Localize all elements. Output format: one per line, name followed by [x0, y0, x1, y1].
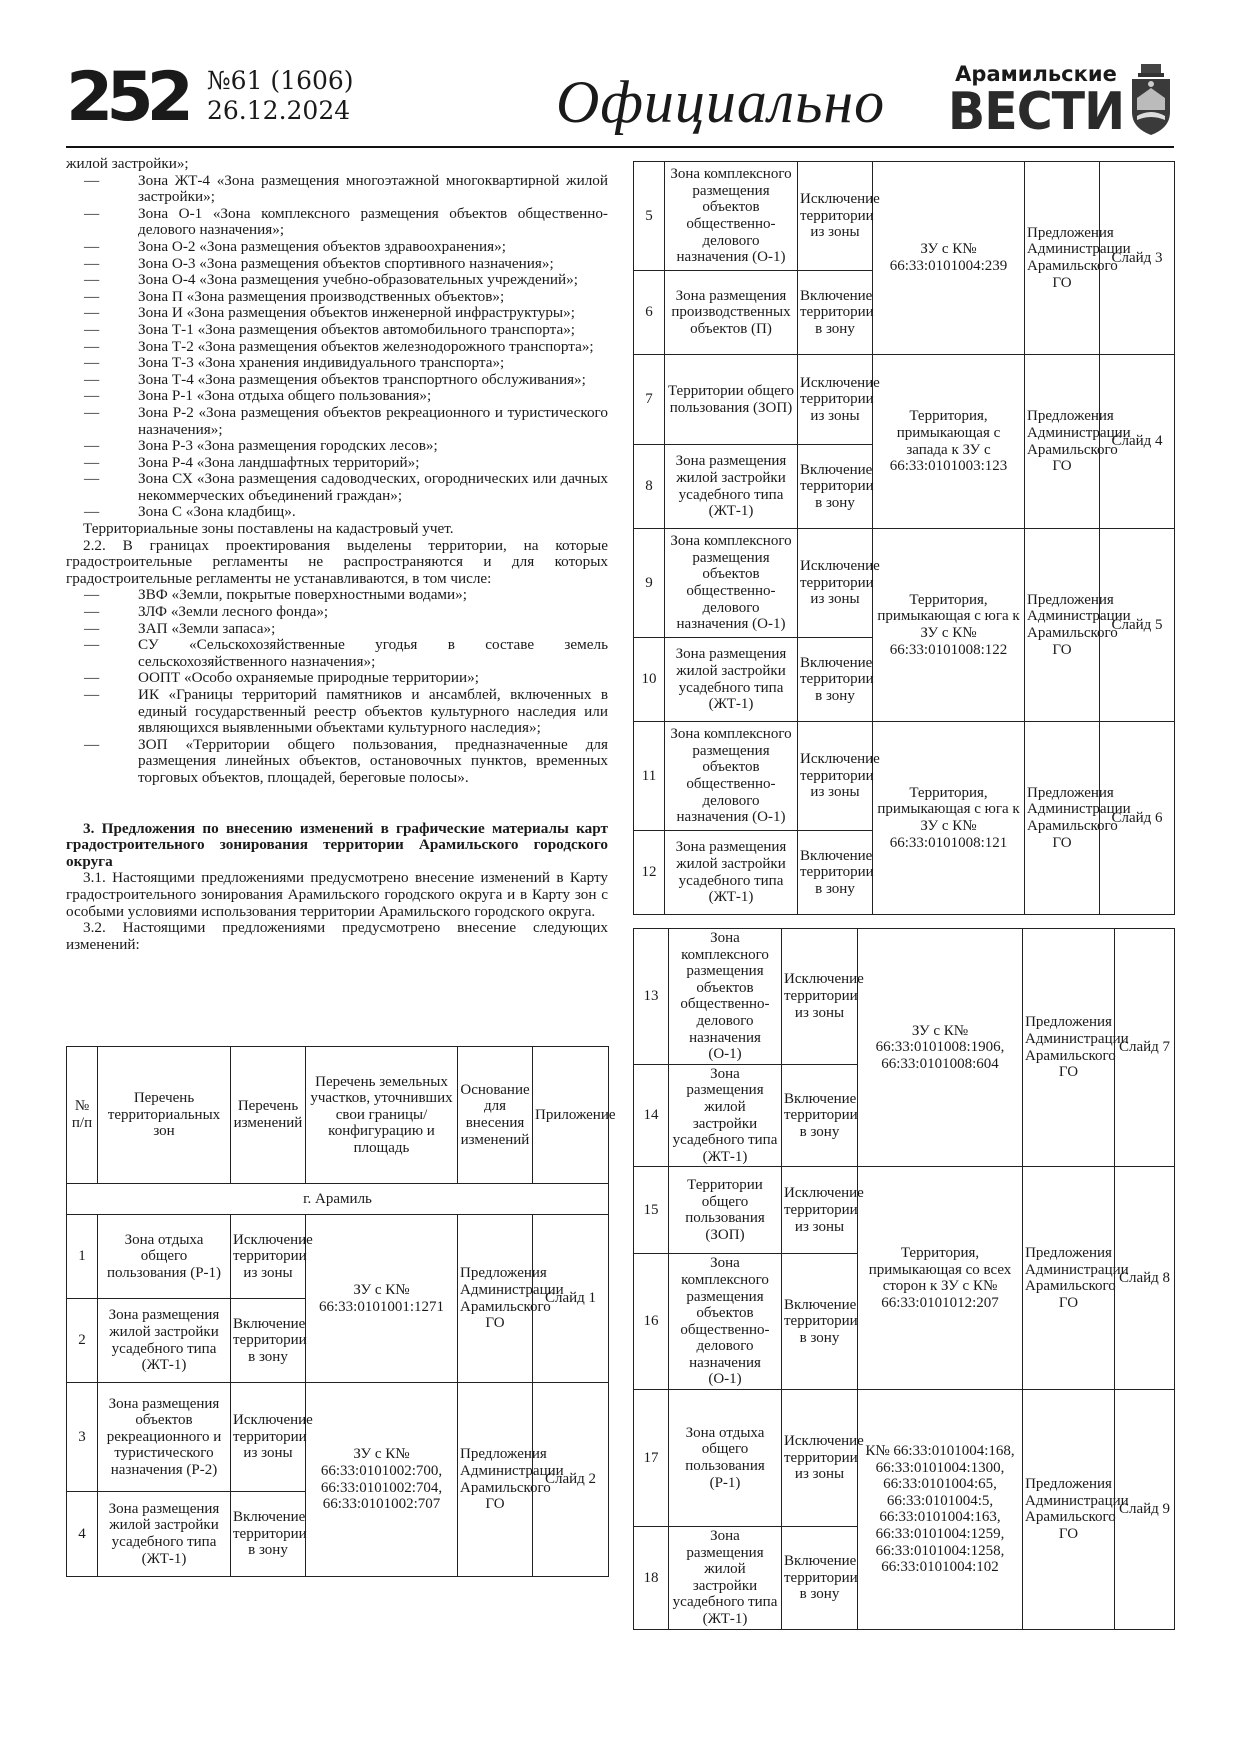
row-zone: Зона размещения производственных объектов (П)	[665, 271, 798, 355]
logo-top-text: Арамильские	[955, 62, 1117, 86]
header-rule	[66, 146, 1174, 148]
row-change: Включение территории в зону	[798, 831, 873, 915]
row-zone: Зона размещения жилой застройки усадебного типа (ЖТ-1)	[98, 1492, 231, 1577]
paragraph: 2.2. В границах проектирования выделены территории, на которые градостроительные регламенты не распространяются и для которых градостроительные регламенты не устанавливаются, в том числе:	[66, 536, 608, 587]
row-plots: ЗУ с К№ 66:33:0101008:1906, 66:33:0101008:604	[858, 929, 1023, 1167]
row-zone: Зона размещения жилой застройки усадебного типа (ЖТ-1)	[665, 638, 798, 722]
header-plots: Перечень земельных участков, уточнивших свои границы/конфигурацию и площадь	[306, 1047, 458, 1184]
row-change: Включение территории в зону	[782, 1064, 858, 1167]
table-row	[634, 929, 1175, 1065]
row-change: Включение территории в зону	[782, 1527, 858, 1630]
coat-of-arms-icon	[1129, 64, 1173, 136]
header-basis: Основание для внесения изменений	[458, 1047, 533, 1184]
section-heading: 3. Предложения по внесению изменений в графические материалы карт градостроительного зонирования территории Арамильского городского округа	[66, 819, 608, 870]
zone-list-item: — Зона О-4 «Зона размещения учебно-образовательных учреждений»;	[66, 272, 608, 289]
row-basis: Предложения Администрации Арамильского ГО	[1023, 929, 1115, 1167]
row-plots: ЗУ с К№ 66:33:0101004:239	[873, 162, 1025, 355]
table-row	[634, 529, 1175, 638]
row-basis: Предложения Администрации Арамильского ГО	[1025, 162, 1100, 355]
row-num: 10	[634, 638, 665, 722]
logo-main-text: ВЕСТИ	[947, 81, 1125, 142]
table-city-row	[67, 1184, 609, 1215]
page-number: 252	[66, 58, 187, 137]
text-line: жилой застройки»;	[66, 155, 189, 172]
row-zone: Зона комплексного размещения объектов общественно-делового назначения (О-1)	[665, 529, 798, 638]
row-num: 13	[634, 929, 669, 1065]
row-appendix: Слайд 2	[533, 1383, 609, 1577]
zone-list-item: — Зона Р-3 «Зона размещения городских лесов»;	[66, 438, 608, 455]
row-zone: Территории общего пользования (ЗОП)	[665, 355, 798, 445]
row-num: 12	[634, 831, 665, 915]
row-plots: Территория, примыкающая с запада к ЗУ с 66:33:0101003:123	[873, 355, 1025, 529]
row-change: Исключение территории из зоны	[798, 355, 873, 445]
row-zone: Зона размещения жилой застройки усадебного типа (ЖТ-1)	[98, 1299, 231, 1383]
header-appendix: Приложение	[533, 1047, 609, 1184]
row-num: 9	[634, 529, 665, 638]
row-num: 18	[634, 1527, 669, 1630]
table-row	[634, 1390, 1175, 1527]
row-change: Исключение территории из зоны	[231, 1215, 306, 1299]
row-appendix: Слайд 5	[1100, 529, 1175, 722]
zone-list-item: — Зона С «Зона кладбищ».	[66, 504, 608, 521]
row-num: 14	[634, 1064, 669, 1167]
row-plots: ЗУ с К№ 66:33:0101002:700, 66:33:0101002:704, 66:33:0101002:707	[306, 1383, 458, 1577]
row-appendix: Слайд 6	[1100, 722, 1175, 915]
land-list-item: — ЗАП «Земли запаса»;	[66, 621, 608, 638]
zone-list-item: — Зона И «Зона размещения объектов инженерной инфраструктуры»;	[66, 305, 608, 322]
row-plots: ЗУ с К№ 66:33:0101001:1271	[306, 1215, 458, 1383]
land-list-item: — ЗОП «Территории общего пользования, предназначенные для размещения линейных объектов, остановочных пунктов, временных торговых объектов, площадей, береговые полосы».	[66, 737, 608, 787]
zone-list-item: — Зона О-3 «Зона размещения объектов спортивного назначения»;	[66, 256, 608, 273]
row-num: 17	[634, 1390, 669, 1527]
zone-list-item: — Зона П «Зона размещения производственных объектов»;	[66, 289, 608, 306]
row-change: Исключение территории из зоны	[798, 722, 873, 831]
row-change: Исключение территории из зоны	[798, 162, 873, 271]
zone-list-item: — Зона ЖТ-4 «Зона размещения многоэтажной многоквартирной жилой застройки»;	[66, 173, 608, 206]
zone-list-item: — Зона Р-1 «Зона отдыха общего пользования»;	[66, 388, 608, 405]
row-zone: Зона размещения жилой застройки усадебного типа (ЖТ-1)	[669, 1527, 782, 1630]
row-change: Включение территории в зону	[231, 1492, 306, 1577]
row-num: 1	[67, 1215, 98, 1299]
row-zone: Территории общего пользования (ЗОП)	[669, 1167, 782, 1254]
row-appendix: Слайд 3	[1100, 162, 1175, 355]
row-plots: Территория, примыкающая с юга к ЗУ с К№ 66:33:0101008:121	[873, 722, 1025, 915]
row-num: 7	[634, 355, 665, 445]
row-change: Включение территории в зону	[798, 445, 873, 529]
paragraph: 3.2. Настоящими предложениями предусмотрено внесение следующих изменений:	[66, 919, 608, 953]
row-zone: Зона комплексного размещения объектов общественно-делового назначения (О-1)	[669, 1254, 782, 1390]
page-header	[66, 58, 1174, 152]
row-basis: Предложения Администрации Арамильского ГО	[1023, 1167, 1115, 1390]
zone-list-item: — Зона О-2 «Зона размещения объектов здравоохранения»;	[66, 239, 608, 256]
row-zone: Зона размещения жилой застройки усадебного типа (ЖТ-1)	[665, 831, 798, 915]
row-zone: Зона отдыха общего пользования (Р-1)	[98, 1215, 231, 1299]
row-change: Исключение территории из зоны	[782, 1390, 858, 1527]
zone-list-item: — Зона О-1 «Зона комплексного размещения объектов общественно-делового назначения»;	[66, 206, 608, 239]
row-plots: К№ 66:33:0101004:168, 66:33:0101004:1300, 66:33:0101004:65, 66:33:0101004:5, 66:33:0101004:163, 66:33:0101004:1259, 66:33:0101004:1258, 66:33:0101004:102	[858, 1390, 1023, 1630]
table-row	[634, 1167, 1175, 1254]
row-change: Исключение территории из зоны	[231, 1383, 306, 1492]
land-list-item: — ЗЛФ «Земли лесного фонда»;	[66, 604, 608, 621]
section-title: Официально	[556, 69, 886, 135]
header-num: № п/п	[67, 1047, 98, 1184]
zone-list-item: — Зона Т-3 «Зона хранения индивидуального транспорта»;	[66, 355, 608, 372]
row-basis: Предложения Администрации Арамильского ГО	[1025, 355, 1100, 529]
row-appendix: Слайд 8	[1115, 1167, 1175, 1390]
row-num: 8	[634, 445, 665, 529]
land-list-item: — СУ «Сельскохозяйственные угодья в составе земель сельскохозяйственного назначения»;	[66, 637, 608, 670]
row-change: Включение территории в зону	[231, 1299, 306, 1383]
row-num: 16	[634, 1254, 669, 1390]
table-row	[634, 355, 1175, 445]
row-basis: Предложения Администрации Арамильского ГО	[1025, 722, 1100, 915]
row-change: Включение территории в зону	[798, 638, 873, 722]
left-column-text	[66, 156, 608, 953]
changes-table-part-2	[633, 161, 1175, 915]
row-num: 3	[67, 1383, 98, 1492]
row-zone: Зона размещения объектов рекреационного и туристического назначения (Р-2)	[98, 1383, 231, 1492]
row-appendix: Слайд 9	[1115, 1390, 1175, 1630]
table-header-row	[67, 1047, 609, 1184]
land-list-item: — ЗВФ «Земли, покрытые поверхностными водами»;	[66, 587, 608, 604]
row-basis: Предложения Администрации Арамильского ГО	[458, 1383, 533, 1577]
header-zones: Перечень территориальных зон	[98, 1047, 231, 1184]
row-plots: Территория, примыкающая со всех сторон к ЗУ с К№ 66:33:0101012:207	[858, 1167, 1023, 1390]
table-row	[634, 722, 1175, 831]
row-num: 11	[634, 722, 665, 831]
zone-list-item: — Зона Р-2 «Зона размещения объектов рекреационного и туристического назначения»;	[66, 405, 608, 438]
row-zone: Зона размещения жилой застройки усадебного типа (ЖТ-1)	[665, 445, 798, 529]
row-basis: Предложения Администрации Арамильского ГО	[458, 1215, 533, 1383]
paragraph: 3.1. Настоящими предложениями предусмотрено внесение изменений в Карту градостроительного зонирования Арамильского городского округа и в Карту зон с особыми условиями использования территории Арамильского городского округа.	[66, 869, 608, 920]
land-list-item: — ООПТ «Особо охраняемые природные территории»;	[66, 670, 608, 687]
row-plots: Территория, примыкающая с юга к ЗУ с К№ 66:33:0101008:122	[873, 529, 1025, 722]
table-row	[67, 1383, 609, 1492]
zone-list-item: — Зона СХ «Зона размещения садоводческих, огороднических или дачных некоммерческих объединений граждан»;	[66, 471, 608, 504]
row-change: Исключение территории из зоны	[782, 1167, 858, 1254]
paragraph: Территориальные зоны поставлены на кадастровый учет.	[83, 520, 454, 538]
land-list-item: — ИК «Границы территорий памятников и ансамблей, включенных в единый государственный реестр объектов культурного наследия или являющихся выявленными объектами культурного наследия»;	[66, 687, 608, 737]
issue-number: №61 (1606)	[207, 66, 354, 95]
row-appendix: Слайд 4	[1100, 355, 1175, 529]
zone-list-item: — Зона Т-4 «Зона размещения объектов транспортного обслуживания»;	[66, 372, 608, 389]
city-name: г. Арамиль	[67, 1184, 609, 1215]
row-zone: Зона комплексного размещения объектов общественно-делового назначения (О-1)	[665, 162, 798, 271]
row-num: 4	[67, 1492, 98, 1577]
row-num: 5	[634, 162, 665, 271]
row-zone: Зона отдыха общего пользования (Р-1)	[669, 1390, 782, 1527]
row-change: Исключение территории из зоны	[798, 529, 873, 638]
row-change: Включение территории в зону	[798, 271, 873, 355]
row-appendix: Слайд 1	[533, 1215, 609, 1383]
row-basis: Предложения Администрации Арамильского ГО	[1023, 1390, 1115, 1630]
zone-list-item: — Зона Р-4 «Зона ландшафтных территорий»;	[66, 455, 608, 472]
changes-table-part-1	[66, 1046, 616, 1577]
row-num: 2	[67, 1299, 98, 1383]
table-row	[634, 162, 1175, 271]
row-change: Включение территории в зону	[782, 1254, 858, 1390]
row-change: Исключение территории из зоны	[782, 929, 858, 1065]
header-changes: Перечень изменений	[231, 1047, 306, 1184]
row-num: 6	[634, 271, 665, 355]
zone-list-item: — Зона Т-2 «Зона размещения объектов железнодорожного транспорта»;	[66, 339, 608, 356]
row-basis: Предложения Администрации Арамильского ГО	[1025, 529, 1100, 722]
zone-list-item: — Зона Т-1 «Зона размещения объектов автомобильного транспорта»;	[66, 322, 608, 339]
table-row	[67, 1215, 609, 1299]
issue-date: 26.12.2024	[207, 96, 351, 125]
row-zone: Зона комплексного размещения объектов общественно-делового назначения (О-1)	[669, 929, 782, 1065]
row-num: 15	[634, 1167, 669, 1254]
changes-table-part-3	[633, 928, 1175, 1630]
row-appendix: Слайд 7	[1115, 929, 1175, 1167]
row-zone: Зона комплексного размещения объектов общественно-делового назначения (О-1)	[665, 722, 798, 831]
row-zone: Зона размещения жилой застройки усадебного типа (ЖТ-1)	[669, 1064, 782, 1167]
issue-info	[207, 66, 354, 126]
newspaper-logo	[946, 62, 1126, 142]
